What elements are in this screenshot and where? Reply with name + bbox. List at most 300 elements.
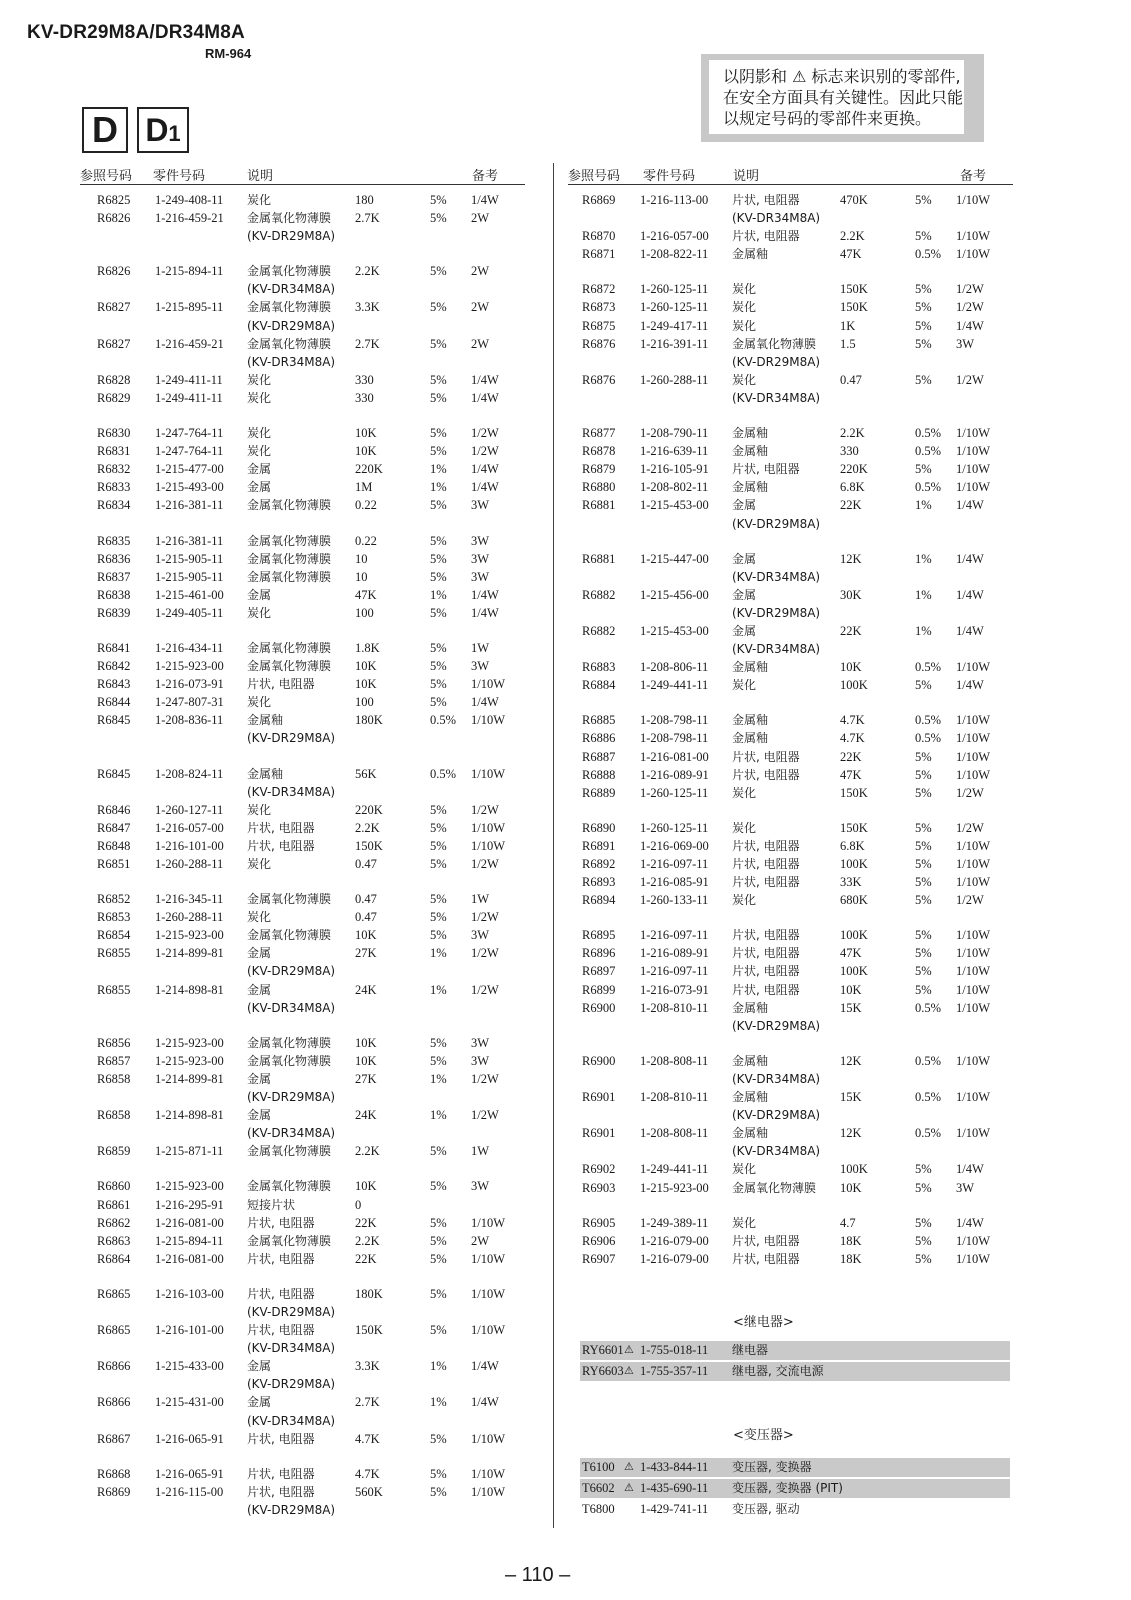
description-cell: 片状, 电阻器 xyxy=(732,749,800,764)
tolerance-cell: 5% xyxy=(430,838,447,853)
description-cell: 金属氧化物薄膜 xyxy=(247,551,332,566)
rating-cell: 1/10W xyxy=(956,767,991,782)
part-row xyxy=(582,1479,1012,1500)
ref-cell: R6885 xyxy=(582,713,616,728)
value-cell: 0.47 xyxy=(355,857,377,871)
description-cell: 炭化 xyxy=(732,820,757,835)
part-row xyxy=(97,944,537,962)
transformer-section-title: <变压器> xyxy=(733,1428,794,1443)
right-column-header xyxy=(568,165,1008,183)
description-cell: 炭化 xyxy=(732,282,757,297)
part-row xyxy=(97,837,537,855)
ref-cell: R6900 xyxy=(582,1053,616,1068)
ref-cell: R6895 xyxy=(582,928,616,943)
description-cell: (KV-DR34M8A) xyxy=(247,1413,336,1428)
rating-cell: 1/10W xyxy=(471,1466,506,1481)
rating-cell: 1/2W xyxy=(471,1071,499,1086)
part-row xyxy=(582,568,1022,586)
description-cell: 金属氧化物薄膜 xyxy=(247,1053,332,1068)
description-cell: 炭化 xyxy=(247,390,272,405)
part-row xyxy=(97,1177,537,1195)
part-row xyxy=(97,926,537,944)
ref-cell: R6846 xyxy=(97,802,131,817)
description-cell: (KV-DR34M8A) xyxy=(732,569,821,584)
tolerance-cell: 0.5% xyxy=(915,426,942,441)
part-number-cell: 1-216-459-21 xyxy=(155,336,224,351)
description-cell: 炭化 xyxy=(732,678,757,693)
ref-cell: R6882 xyxy=(582,623,616,638)
part-row xyxy=(97,478,537,496)
description-cell: 金属釉 xyxy=(732,1090,769,1105)
description-cell: 金属氧化物薄膜 xyxy=(247,659,332,674)
description-cell: 片状, 电阻器 xyxy=(247,1215,315,1230)
part-row xyxy=(582,1214,1022,1232)
rating-cell: 1/10W xyxy=(956,1090,991,1105)
tolerance-cell: 5% xyxy=(430,677,447,692)
part-row xyxy=(582,317,1022,335)
part-number-cell: 1-215-461-00 xyxy=(155,587,224,602)
tolerance-cell: 5% xyxy=(430,1215,447,1230)
tolerance-cell: 5% xyxy=(915,749,932,764)
part-row xyxy=(97,550,537,568)
part-row xyxy=(582,442,1022,460)
tolerance-cell: 0.5% xyxy=(915,444,942,459)
rating-cell: 1W xyxy=(471,892,490,907)
value-cell: 0.47 xyxy=(355,910,377,925)
tolerance-cell: 5% xyxy=(430,892,447,907)
part-number-cell: 1-208-822-11 xyxy=(640,247,709,262)
tolerance-cell: 5% xyxy=(915,982,932,997)
part-number-cell: 1-216-434-11 xyxy=(155,640,224,655)
ref-cell: R6852 xyxy=(97,892,131,907)
part-row xyxy=(97,298,537,316)
ref-cell: R6855 xyxy=(97,946,131,961)
ref-cell: R6851 xyxy=(97,857,131,871)
part-row xyxy=(97,424,537,442)
ref-cell: R6858 xyxy=(97,1071,131,1086)
value-cell: 10K xyxy=(355,677,377,692)
rating-cell: 1/4W xyxy=(471,587,499,602)
value-cell: 2.2K xyxy=(355,1233,380,1248)
description-cell: 金属氧化物薄膜 xyxy=(247,336,332,351)
safety-warning-icon: ⚠ xyxy=(624,1364,634,1377)
description-cell: 炭化 xyxy=(732,785,757,800)
row-gap xyxy=(582,694,1022,711)
value-cell: 10K xyxy=(355,444,377,459)
part-row xyxy=(582,227,1022,245)
part-number-cell: 1-215-923-00 xyxy=(155,1053,224,1068)
row-gap xyxy=(97,1017,537,1034)
value-cell: 100K xyxy=(840,1162,868,1177)
rating-cell: 1/10W xyxy=(471,1286,506,1301)
column-divider xyxy=(553,163,554,1528)
value-cell: 100 xyxy=(355,605,374,620)
description-cell: 金属釉 xyxy=(732,247,769,262)
part-row xyxy=(97,442,537,460)
part-row xyxy=(97,191,537,209)
rating-cell: 1/2W xyxy=(471,946,499,961)
ref-cell: R6838 xyxy=(97,587,131,602)
part-row xyxy=(582,729,1022,747)
tolerance-cell: 5% xyxy=(915,1233,932,1248)
section-box-d xyxy=(82,107,128,153)
value-cell: 0 xyxy=(355,1197,362,1212)
part-number-cell: 1-216-073-91 xyxy=(155,677,224,692)
part-row xyxy=(582,784,1022,802)
safety-notice-text xyxy=(709,60,964,134)
ref-cell: R6882 xyxy=(582,587,616,602)
ref-cell: R6897 xyxy=(582,964,616,979)
part-number-cell: 1-208-798-11 xyxy=(640,713,709,728)
rating-cell: 1/10W xyxy=(471,713,506,728)
tolerance-cell: 1% xyxy=(915,623,932,638)
part-number-cell: 1-249-411-11 xyxy=(155,372,223,387)
rating-cell: 1/10W xyxy=(956,875,991,890)
part-number-cell: 1-216-089-91 xyxy=(640,946,709,961)
tolerance-cell: 0.5% xyxy=(915,731,942,746)
part-number-cell: 1-216-381-11 xyxy=(155,498,224,513)
rating-cell: 1/4W xyxy=(471,372,499,387)
rating-cell: 1/10W xyxy=(956,660,991,675)
tolerance-cell: 5% xyxy=(430,928,447,943)
tolerance-cell: 5% xyxy=(430,372,447,387)
tolerance-cell: 5% xyxy=(430,211,447,226)
part-row xyxy=(97,1106,537,1124)
value-cell: 22K xyxy=(840,498,862,513)
part-row xyxy=(582,1142,1022,1160)
rating-cell: 1/4W xyxy=(471,390,499,405)
ref-cell: R6894 xyxy=(582,893,616,908)
ref-cell: R6860 xyxy=(97,1179,131,1194)
description-cell: 金属氧化物薄膜 xyxy=(247,1144,332,1159)
rating-cell: 1/2W xyxy=(471,444,499,459)
part-number-cell: 1-433-844-11 xyxy=(640,1460,709,1474)
ref-cell: R6891 xyxy=(582,838,616,853)
ref-cell: R6836 xyxy=(97,551,131,566)
ref-cell: R6845 xyxy=(97,766,131,781)
value-cell: 24K xyxy=(355,1108,377,1123)
part-row xyxy=(97,1430,537,1448)
rating-cell: 1/10W xyxy=(956,444,991,459)
ref-cell: R6863 xyxy=(97,1233,131,1248)
value-cell: 100K xyxy=(840,857,868,871)
part-row xyxy=(582,1458,1012,1479)
part-row xyxy=(97,317,537,335)
value-cell: 150K xyxy=(355,838,383,853)
description-cell: 金属氧化物薄膜 xyxy=(247,640,332,655)
tolerance-cell: 5% xyxy=(915,964,932,979)
part-row xyxy=(97,209,537,227)
description-cell: 炭化 xyxy=(247,910,272,925)
description-cell: 炭化 xyxy=(732,1215,757,1230)
part-row xyxy=(582,1341,1012,1362)
value-cell: 180 xyxy=(355,193,374,207)
value-cell: 0.22 xyxy=(355,498,377,513)
value-cell: 100K xyxy=(840,928,868,943)
tolerance-cell: 5% xyxy=(915,372,932,387)
part-row xyxy=(582,515,1022,533)
part-number-cell: 1-260-125-11 xyxy=(640,820,709,835)
ref-cell: R6884 xyxy=(582,678,616,693)
header-ref: 参照号码 xyxy=(80,169,133,184)
part-number-cell: 1-215-493-00 xyxy=(155,480,224,495)
description-cell: 炭化 xyxy=(732,372,757,387)
tolerance-cell: 0.5% xyxy=(430,713,457,728)
description-cell: 金属 xyxy=(247,1108,272,1123)
rating-cell: 2W xyxy=(471,1233,490,1248)
tolerance-cell: 5% xyxy=(430,1035,447,1050)
part-row xyxy=(582,944,1022,962)
value-cell: 220K xyxy=(840,462,868,477)
rating-cell: 1/10W xyxy=(471,1251,506,1266)
ref-cell: R6832 xyxy=(97,462,131,477)
part-row xyxy=(97,353,537,371)
notice-line: 在安全方面具有关键性。因此只能 xyxy=(723,88,964,107)
part-row xyxy=(582,981,1022,999)
tolerance-cell: 5% xyxy=(430,1484,447,1499)
part-row xyxy=(582,550,1022,568)
part-number-cell: 1-216-115-00 xyxy=(155,1484,224,1499)
rating-cell: 1/10W xyxy=(956,946,991,961)
description-cell: 金属釉 xyxy=(732,1053,769,1068)
description-cell: 片状, 电阻器 xyxy=(732,875,800,890)
ref-cell: RY6601 xyxy=(582,1343,624,1357)
value-cell: 2.2K xyxy=(840,229,865,244)
tolerance-cell: 1% xyxy=(915,498,932,513)
description-cell: 片状, 电阻器 xyxy=(732,462,800,477)
rating-cell: 1/2W xyxy=(956,372,984,387)
part-number-cell: 1-208-798-11 xyxy=(640,731,709,746)
value-cell: 15K xyxy=(840,1090,862,1105)
ref-cell: R6892 xyxy=(582,857,616,871)
description-cell: 炭化 xyxy=(732,1162,757,1177)
part-number-cell: 1-215-453-00 xyxy=(640,623,709,638)
description-cell: 金属氧化物薄膜 xyxy=(247,300,332,315)
header-desc: 说明 xyxy=(733,169,760,184)
ref-cell: R6906 xyxy=(582,1233,616,1248)
tolerance-cell: 5% xyxy=(915,875,932,890)
value-cell: 33K xyxy=(840,875,862,890)
rating-cell: 1/4W xyxy=(956,551,984,566)
description-cell: 金属氧化物薄膜 xyxy=(732,336,817,351)
ref-cell: R6902 xyxy=(582,1162,616,1177)
ref-cell: R6830 xyxy=(97,426,131,441)
part-number-cell: 1-249-441-11 xyxy=(640,678,709,693)
ref-cell: R6833 xyxy=(97,480,131,495)
description-cell: (KV-DR29M8A) xyxy=(732,605,821,620)
description-cell: 金属 xyxy=(247,462,272,477)
value-cell: 10 xyxy=(355,569,368,584)
part-row xyxy=(582,622,1022,640)
ref-cell: R6865 xyxy=(97,1323,131,1338)
description-cell: (KV-DR34M8A) xyxy=(247,1341,336,1356)
value-cell: 15K xyxy=(840,1000,862,1015)
model-title: KV-DR29M8A/DR34M8A xyxy=(27,22,245,43)
rating-cell: 1/4W xyxy=(471,605,499,620)
ref-cell: R6880 xyxy=(582,480,616,495)
ref-cell: R6900 xyxy=(582,1000,616,1015)
ref-cell: T6602 xyxy=(582,1481,615,1495)
row-gap xyxy=(97,1448,537,1465)
value-cell: 4.7K xyxy=(840,713,865,728)
ref-cell: R6848 xyxy=(97,838,131,853)
rating-cell: 1/4W xyxy=(956,498,984,513)
row-gap xyxy=(97,407,537,424)
part-row xyxy=(582,496,1022,514)
part-number-cell: 1-249-441-11 xyxy=(640,1162,709,1177)
description-cell: 金属釉 xyxy=(732,660,769,675)
ref-cell: R6866 xyxy=(97,1395,131,1410)
ref-cell: R6899 xyxy=(582,982,616,997)
rating-cell: 1/10W xyxy=(471,677,506,692)
part-number-cell: 1-215-923-00 xyxy=(155,659,224,674)
part-number-cell: 1-247-807-31 xyxy=(155,695,224,710)
ref-cell: R6879 xyxy=(582,462,616,477)
part-number-cell: 1-247-764-11 xyxy=(155,444,224,459)
rating-cell: 3W xyxy=(471,533,490,548)
part-number-cell: 1-216-381-11 xyxy=(155,533,224,548)
ref-cell: R6901 xyxy=(582,1090,616,1105)
ref-cell: R6869 xyxy=(97,1484,131,1499)
tolerance-cell: 5% xyxy=(430,551,447,566)
row-gap xyxy=(97,873,537,890)
ref-cell: R6825 xyxy=(97,193,131,207)
tolerance-cell: 1% xyxy=(915,587,932,602)
description-cell: 炭化 xyxy=(247,372,272,387)
part-row xyxy=(582,891,1022,909)
value-cell: 22K xyxy=(355,1215,377,1230)
row-gap xyxy=(97,245,537,262)
part-number-cell: 1-216-079-00 xyxy=(640,1233,709,1248)
part-row xyxy=(582,424,1022,442)
value-cell: 150K xyxy=(840,282,868,297)
part-row xyxy=(582,1106,1022,1124)
description-cell: 片状, 电阻器 xyxy=(247,838,315,853)
description-cell: 金属氧化物薄膜 xyxy=(247,1035,332,1050)
rating-cell: 2W xyxy=(471,264,490,279)
rating-cell: 1/4W xyxy=(956,318,984,333)
value-cell: 330 xyxy=(355,390,374,405)
part-row xyxy=(582,280,1022,298)
part-row xyxy=(97,1232,537,1250)
part-row xyxy=(582,478,1022,496)
description-cell: (KV-DR34M8A) xyxy=(247,354,336,369)
part-row xyxy=(97,1393,537,1411)
tolerance-cell: 5% xyxy=(430,426,447,441)
description-cell: 金属 xyxy=(247,1395,272,1410)
value-cell: 100K xyxy=(840,964,868,979)
description-cell: 炭化 xyxy=(247,193,272,207)
description-cell: 金属氧化物薄膜 xyxy=(247,533,332,548)
ref-cell: R6847 xyxy=(97,820,131,835)
part-number-cell: 1-208-802-11 xyxy=(640,480,709,495)
description-cell: 金属 xyxy=(247,1071,272,1086)
part-number-cell: 1-216-101-00 xyxy=(155,838,224,853)
rating-cell: 1/10W xyxy=(956,193,991,207)
part-number-cell: 1-216-081-00 xyxy=(640,749,709,764)
header-desc: 说明 xyxy=(247,169,274,184)
ref-cell: R6890 xyxy=(582,820,616,835)
part-number-cell: 1-215-871-11 xyxy=(155,1144,224,1159)
part-number-cell: 1-755-357-11 xyxy=(640,1364,709,1378)
description-cell: 金属釉 xyxy=(732,731,769,746)
part-row xyxy=(582,962,1022,980)
value-cell: 1K xyxy=(840,318,856,333)
part-row xyxy=(97,1088,537,1106)
part-number-cell: 1-216-639-11 xyxy=(640,444,709,459)
value-cell: 0.22 xyxy=(355,533,377,548)
part-row xyxy=(582,389,1022,407)
description-cell: 金属 xyxy=(247,1359,272,1374)
description-cell: 金属釉 xyxy=(732,480,769,495)
rating-cell: 1/4W xyxy=(471,1359,499,1374)
part-number-cell: 1-216-295-91 xyxy=(155,1197,224,1212)
part-row xyxy=(582,353,1022,371)
description-cell: (KV-DR29M8A) xyxy=(732,1108,821,1123)
rating-cell: 3W xyxy=(471,1053,490,1068)
ref-cell: R6893 xyxy=(582,875,616,890)
value-cell: 3.3K xyxy=(355,1359,380,1374)
value-cell: 0.47 xyxy=(355,892,377,907)
part-row xyxy=(582,1250,1022,1268)
description-cell: 片状, 电阻器 xyxy=(732,767,800,782)
description-cell: 炭化 xyxy=(247,444,272,459)
ref-cell: R6873 xyxy=(582,300,616,315)
header-part: 零件号码 xyxy=(153,169,206,184)
part-number-cell: 1-215-923-00 xyxy=(155,1035,224,1050)
value-cell: 180K xyxy=(355,713,383,728)
rating-cell: 1/10W xyxy=(956,838,991,853)
left-column-header xyxy=(80,165,520,183)
row-gap xyxy=(582,802,1022,819)
part-row xyxy=(97,962,537,980)
page-number: – 110 – xyxy=(505,1564,571,1586)
tolerance-cell: 1% xyxy=(430,946,447,961)
safety-notice xyxy=(701,54,984,142)
part-row xyxy=(97,1375,537,1393)
tolerance-cell: 5% xyxy=(430,640,447,655)
ref-cell: R6826 xyxy=(97,211,131,226)
tolerance-cell: 5% xyxy=(915,1162,932,1177)
description-cell: (KV-DR34M8A) xyxy=(732,1144,821,1159)
part-number-cell: 1-260-133-11 xyxy=(640,893,709,908)
part-row xyxy=(97,1250,537,1268)
rating-cell: 1/2W xyxy=(956,282,984,297)
ref-cell: R6837 xyxy=(97,569,131,584)
ref-cell: R6844 xyxy=(97,695,131,710)
part-number-cell: 1-215-923-00 xyxy=(155,1179,224,1194)
description-cell: 继电器 xyxy=(732,1343,769,1357)
part-row xyxy=(97,227,537,245)
tolerance-cell: 5% xyxy=(430,910,447,925)
rating-cell: 1/10W xyxy=(471,1431,506,1446)
description-cell: 片状, 电阻器 xyxy=(247,677,315,692)
description-cell: (KV-DR34M8A) xyxy=(247,1000,336,1015)
part-row xyxy=(582,766,1022,784)
ref-cell: R6889 xyxy=(582,785,616,800)
part-row xyxy=(582,335,1022,353)
tolerance-cell: 5% xyxy=(430,820,447,835)
value-cell: 30K xyxy=(840,587,862,602)
rating-cell: 1/4W xyxy=(471,695,499,710)
ref-cell: R6886 xyxy=(582,731,616,746)
part-row xyxy=(97,783,537,801)
row-gap xyxy=(97,1268,537,1285)
ref-cell: R6878 xyxy=(582,444,616,459)
part-row xyxy=(97,460,537,478)
description-cell: 金属氧化物薄膜 xyxy=(247,1179,332,1194)
description-cell: (KV-DR29M8A) xyxy=(247,318,336,333)
